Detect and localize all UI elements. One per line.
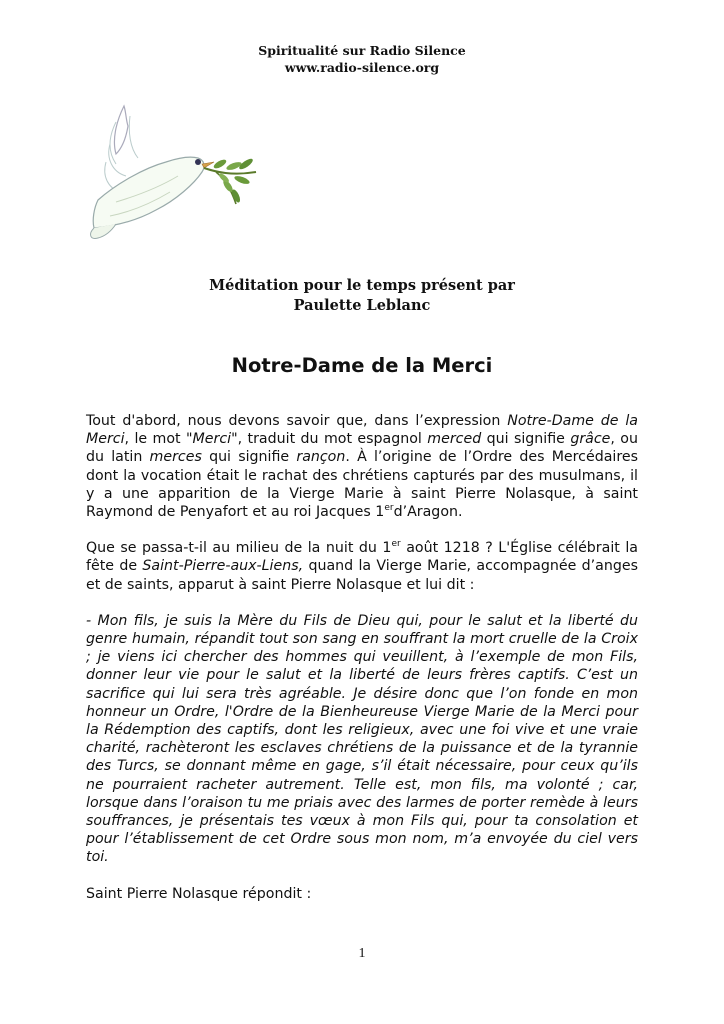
paragraph-quote: - Mon fils, je suis la Mère du Fils de Dieu qui, pour le salut et la liberté du genre humain, répandit tout son sang en souffrant la mort cruelle de la Croix ; je viens ici chercher des hommes qui veuillent, à l’exemple de mon Fils, donner leur vie pour le salut et la liberté de leurs frères captifs. C’est un sacrifice qui lui sera très agréable. Je désire donc que l’on fonde en mon honneur un Ordre, l'Ordre de la Bienheureuse Vierge Marie de la Merci pour la Rédemption des captifs, dont les religieux, avec une foi vive et une vraie charité, rachèteront les esclaves chrétiens de la puissance et de la tyrannie des Turcs, se donnant même en gage, s’il était nécessaire, pour ceux qu’ils ne pourraient racheter autrement. Telle est, mon fils, ma volonté ; car, lorsque dans l’oraison tu me priais avec des larmes de porter remède à leurs souffrances, je présentais tes vœux à mon Fils qui, pour ta consolation et pour l’établissement de cet Ordre sous mon nom, m’a envoyée du ciel vers toi. bbox=[86, 612, 638, 866]
page-number: 1 bbox=[358, 946, 366, 961]
paragraph-reply: Saint Pierre Nolasque répondit : bbox=[86, 885, 312, 902]
page-title: Notre-Dame de la Merci bbox=[231, 354, 493, 377]
paragraph-apparition: Que se passa-t-il au milieu de la nuit du 1er août 1218 ? L'Église célébrait la fête de Saint-Pierre-aux-Liens, quand la Vierge Marie, accompagnée d’anges et de saints, apparut à saint Pierre Nolasque et lui dit : bbox=[86, 539, 638, 593]
page-header bbox=[0, 42, 724, 76]
meditation-subtitle bbox=[0, 276, 724, 316]
subtitle-line: Méditation pour le temps présent par bbox=[209, 277, 515, 294]
paragraph-intro: Tout d'abord, nous devons savoir que, dans l’expression Notre-Dame de la Merci, le mot "Merci", traduit du mot espagnol merced qui signifie grâce, ou du latin merces qui signifie rançon. À l’origine de l’Ordre des Mercédaires dont la vocation était le rachat des chrétiens capturés par des musulmans, il y a une apparition de la Vierge Marie à saint Pierre Nolasque, à saint Raymond de Penyafort et au roi Jacques 1erd’Aragon. bbox=[86, 413, 638, 521]
header-site-name: Spiritualité sur Radio Silence bbox=[258, 43, 466, 58]
header-url: www.radio-silence.org bbox=[284, 60, 440, 75]
dove-with-olive-branch-icon bbox=[86, 92, 262, 242]
article-body bbox=[86, 412, 638, 921]
author-name: Paulette Leblanc bbox=[293, 297, 431, 314]
